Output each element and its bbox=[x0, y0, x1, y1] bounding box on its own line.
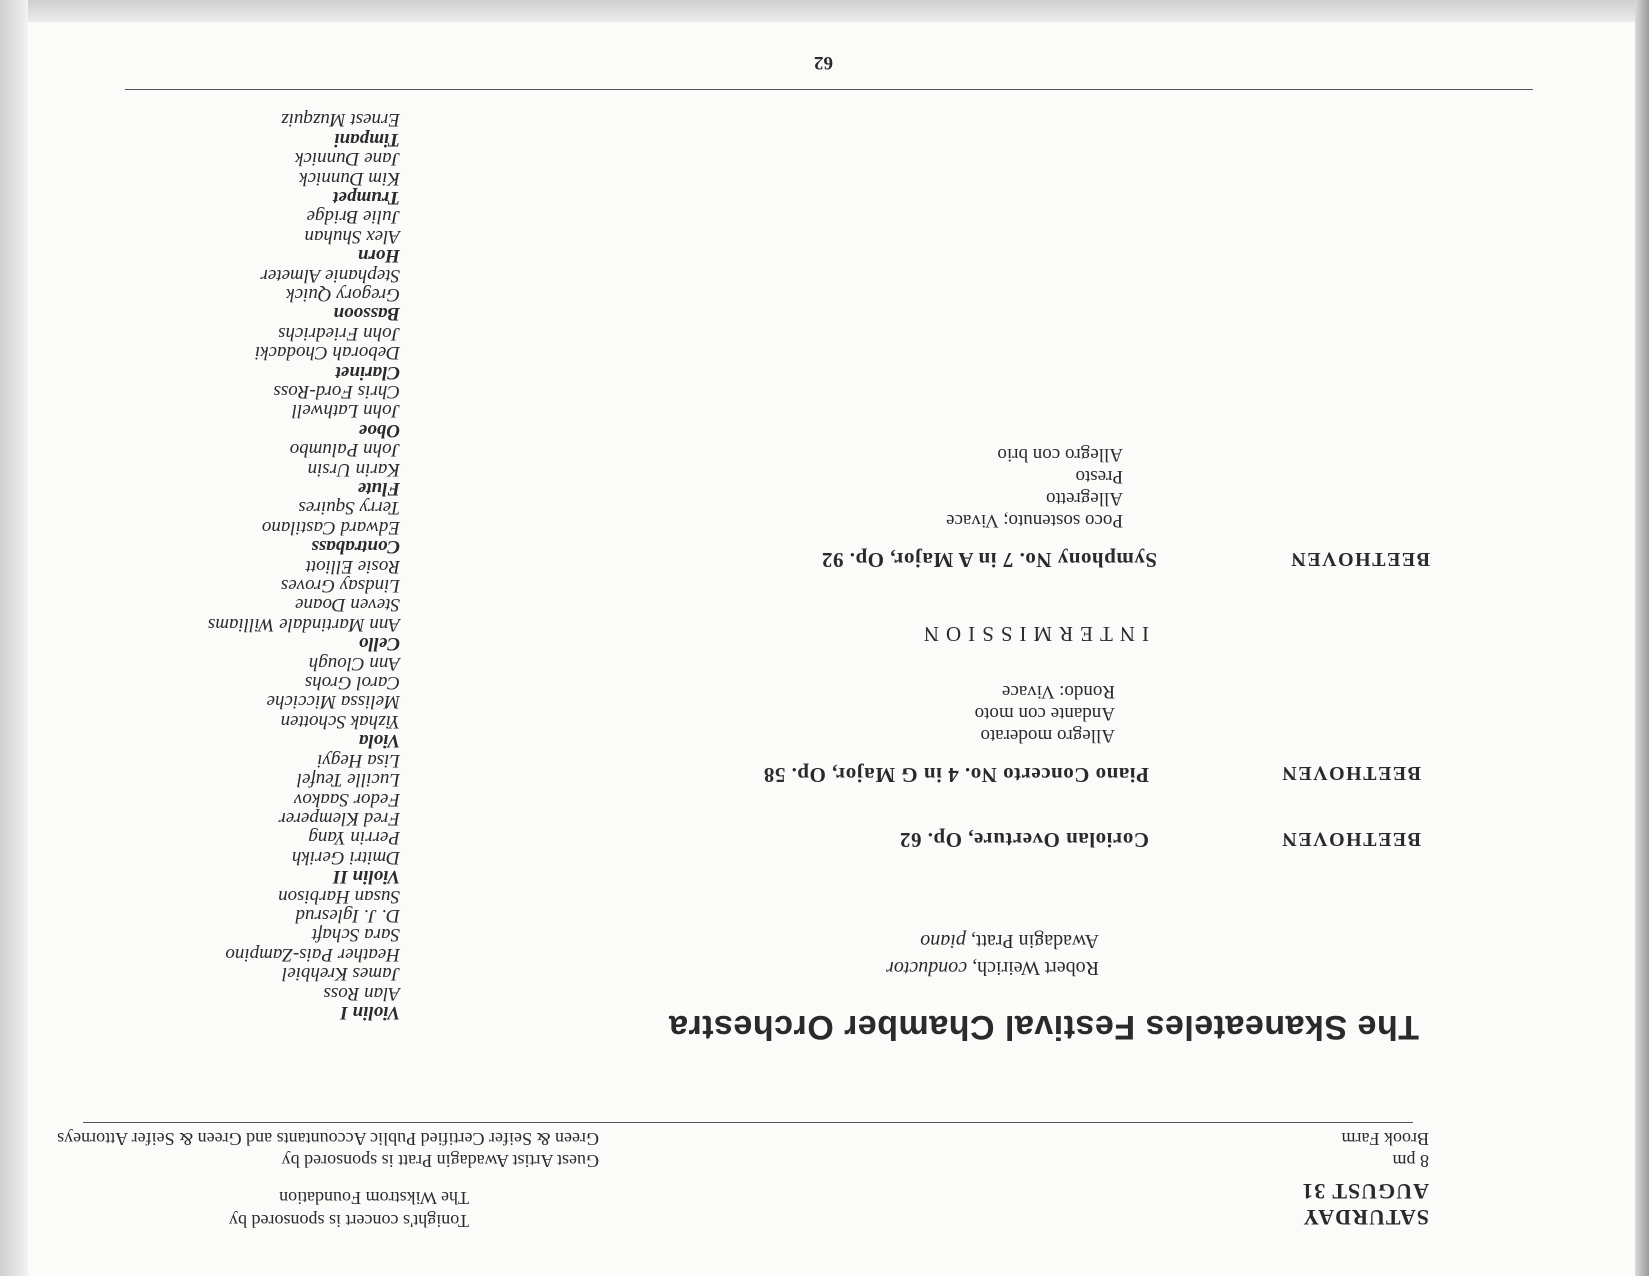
work-2-movement-1: Allegro moderato bbox=[980, 725, 1115, 746]
roster-player: Perrin Yang bbox=[308, 827, 400, 849]
sponsor-line-3: Guest Artist Awadagin Pratt is sponsored by bbox=[281, 1151, 599, 1171]
sponsor-line-4: Green & Seifer Certified Public Accountants and Green & Seifer Attorneys bbox=[57, 1129, 599, 1149]
conductor-name: Robert Weirich, bbox=[972, 957, 1099, 979]
roster-section-violin-2: Violin II bbox=[332, 866, 400, 888]
roster-player: Stephanie Almeter bbox=[260, 264, 400, 286]
roster-player: Carol Grohs bbox=[304, 672, 400, 694]
roster-player: John Palumbo bbox=[289, 439, 400, 461]
program-title: The Skaneateles Festival Chamber Orchestra bbox=[668, 1008, 1419, 1046]
roster-player: Lucille Teufel bbox=[296, 769, 400, 791]
roster-player: Ernest Muzquiz bbox=[281, 109, 400, 131]
roster-player: Ann Clough bbox=[308, 652, 400, 674]
roster-section-timpani: Timpani bbox=[334, 128, 400, 150]
roster-section-clarinet: Clarinet bbox=[335, 361, 400, 383]
work-2-title: Piano Concerto No. 4 in G Major, Op. 58 bbox=[763, 763, 1149, 787]
work-3-title: Symphony No. 7 in A Major, Op. 92 bbox=[821, 548, 1157, 572]
work-1-composer: BEETHOVEN bbox=[1280, 828, 1421, 850]
work-3-movement-1: Poco sostenuto; Vivace bbox=[946, 510, 1123, 531]
roster-player: James Krehbiel bbox=[281, 963, 400, 985]
venue-label: Brook Farm bbox=[1341, 1129, 1429, 1149]
roster-section-oboe: Oboe bbox=[358, 419, 400, 441]
soloist-credit bbox=[920, 927, 1099, 954]
roster-section-contrabass: Contrabass bbox=[311, 536, 400, 558]
work-3-movement-2: Allegretto bbox=[1045, 488, 1123, 509]
work-3-movement-4: Allegro con brio bbox=[997, 444, 1123, 465]
roster-section-bassoon: Bassoon bbox=[333, 303, 400, 325]
roster-player: Sara Schaft bbox=[311, 924, 400, 946]
roster-player: Lisa Hegyi bbox=[317, 749, 400, 771]
soloist-name: Awadagin Pratt, bbox=[970, 930, 1099, 952]
soloist-role: piano bbox=[920, 930, 966, 952]
time-label: 8 pm bbox=[1392, 1151, 1429, 1171]
roster-player: Lindsay Groves bbox=[280, 575, 400, 597]
roster-player: Alex Shuhan bbox=[304, 225, 400, 247]
roster-player: Edward Castilano bbox=[261, 516, 400, 538]
date-label: AUGUST 31 bbox=[1301, 1179, 1429, 1204]
roster-player: Yizhak Schotten bbox=[280, 710, 400, 732]
sponsor-line-1: Tonight's concert is sponsored by bbox=[229, 1211, 469, 1231]
roster-player: Deborah Chodacki bbox=[254, 342, 400, 364]
roster-player: Susan Harbison bbox=[278, 885, 400, 907]
roster-player: Steven Doane bbox=[295, 594, 400, 616]
roster-section-flute: Flute bbox=[357, 478, 400, 500]
conductor-credit bbox=[886, 954, 1099, 981]
roster-player: Fedor Saakov bbox=[293, 788, 400, 810]
roster-player: Ann Martindale Williams bbox=[207, 613, 400, 635]
orchestra-roster bbox=[208, 110, 400, 1022]
roster-player: Melissa Micciche bbox=[266, 691, 400, 713]
roster-player: Rosie Elliott bbox=[305, 555, 400, 577]
work-2-composer: BEETHOVEN bbox=[1280, 762, 1421, 784]
day-label: SATURDAY bbox=[1302, 1205, 1429, 1230]
intermission-label: INTERMISSION bbox=[916, 622, 1149, 646]
sponsor-line-2: The Wikstrom Foundation bbox=[279, 1188, 469, 1208]
roster-section-trumpet: Trumpet bbox=[333, 186, 400, 208]
work-1-title: Coriolan Overture, Op. 62 bbox=[899, 828, 1149, 852]
roster-player: Jane Dunnick bbox=[295, 148, 400, 170]
work-3-movement-3: Presto bbox=[1075, 466, 1123, 487]
roster-player: Dmitri Gerikh bbox=[291, 846, 400, 868]
roster-player: John Friedrichs bbox=[278, 322, 400, 344]
roster-section-viola: Viola bbox=[358, 730, 400, 752]
roster-section-cello: Cello bbox=[358, 633, 400, 655]
roster-player: Karin Ursin bbox=[307, 458, 400, 480]
roster-player: Chris Ford-Ross bbox=[273, 381, 400, 402]
roster-player: Kim Dunnick bbox=[299, 167, 400, 189]
roster-section-horn: Horn bbox=[357, 245, 400, 267]
work-2-movement-2: Andante con moto bbox=[974, 703, 1115, 724]
roster-player: Terry Squires bbox=[298, 497, 400, 519]
roster-player: Fred Klemperer bbox=[278, 807, 400, 829]
work-3-composer: BEETHOVEN bbox=[1289, 548, 1430, 570]
roster-player: D. J. Iglesrud bbox=[295, 904, 400, 926]
roster-player: Heather Pais-Zampino bbox=[225, 943, 400, 965]
roster-section-violin-1: Violin I bbox=[340, 1002, 400, 1023]
roster-player: John Lathwell bbox=[291, 400, 400, 422]
conductor-role: conductor bbox=[886, 957, 968, 979]
header-rule bbox=[83, 1122, 1413, 1123]
work-2-movement-3: Rondo: Vivace bbox=[1001, 681, 1115, 702]
footer-rule bbox=[125, 89, 1533, 90]
roster-player: Julie Bridge bbox=[306, 206, 400, 228]
page-number: 62 bbox=[814, 52, 833, 73]
roster-player: Alan Ross bbox=[323, 982, 400, 1004]
roster-player: Gregory Quick bbox=[286, 283, 400, 305]
